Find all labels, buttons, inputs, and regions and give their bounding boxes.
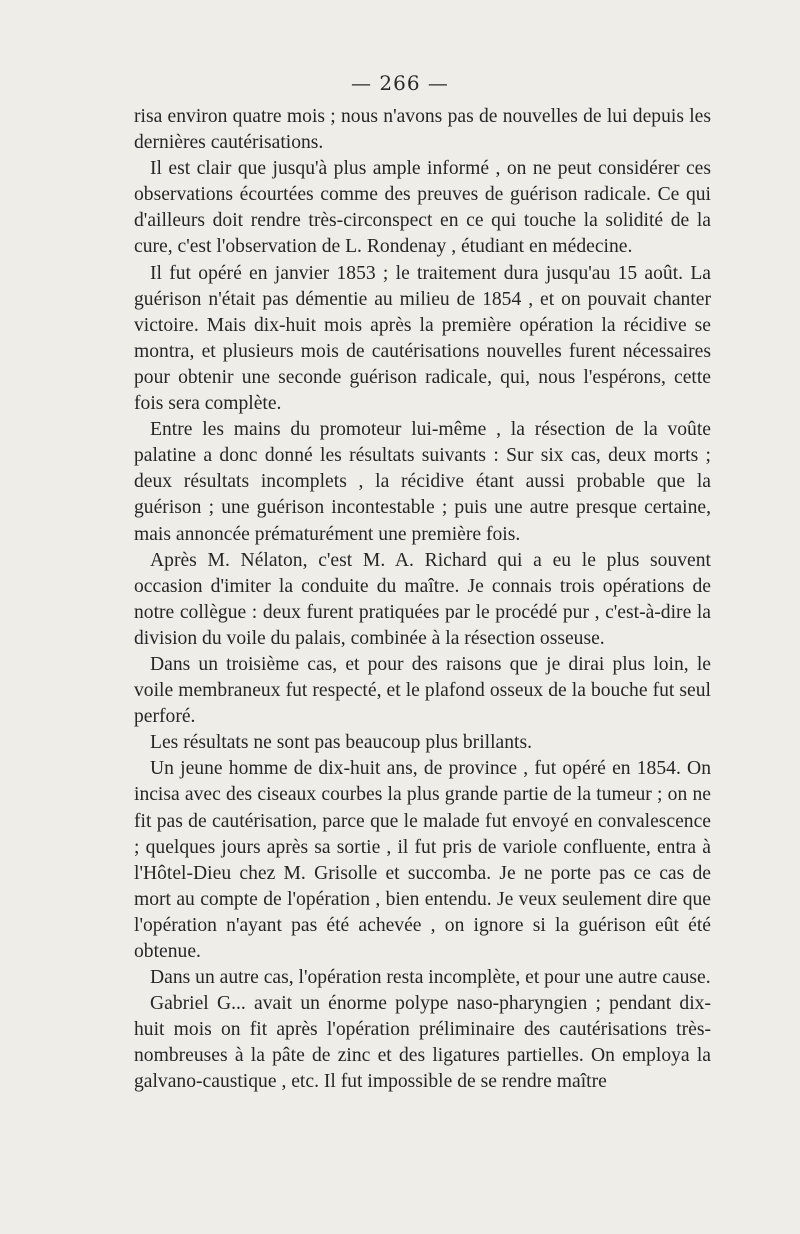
paragraph: Entre les mains du promoteur lui-même , la résection de la voûte palatine a donc donné les résultats suivants : Sur six cas, deux morts ; deux résultats incomplets , la récidive étant aussi probable que la guérison ; une guérison incontestable ; puis une autre presque certaine, mais annoncée prématurément une première fois.: [134, 419, 711, 545]
paragraph: Dans un troisième cas, et pour des raisons que je dirai plus loin, le voile membraneux fut respecté, et le plafond osseux de la bouche fut seul perforé.: [134, 653, 711, 728]
paragraph: Il est clair que jusqu'à plus ample informé , on ne peut considérer ces observations écourtées comme des preuves de guérison radicale. Ce qui d'ailleurs doit rendre très-circonspect en ce qui touche la solidité de la cure, c'est l'observation de L. Rondenay , étudiant en médecine.: [134, 158, 711, 258]
paragraph: risa environ quatre mois ; nous n'avons pas de nouvelles de lui depuis les dernières cautérisations.: [134, 106, 711, 154]
paragraph: Gabriel G... avait un énorme polype naso-pharyngien ; pendant dix-huit mois on fit après l'opération préliminaire des cautérisations très-nombreuses à la pâte de zinc et des ligatures partielles. On employa la galvano-caustique , etc. Il fut impossible de se rendre maître: [134, 993, 711, 1093]
paragraph: Après M. Nélaton, c'est M. A. Richard qui a eu le plus souvent occasion d'imiter la conduite du maître. Je connais trois opérations de notre collègue : deux furent pratiquées par le procédé pur , c'est-à-dire la division du voile du palais, combinée à la résection osseuse.: [134, 549, 711, 649]
paragraph: Un jeune homme de dix-huit ans, de province , fut opéré en 1854. On incisa avec des ciseaux courbes la plus grande partie de la tumeur ; on ne fit pas de cautérisation, parce que le malade fut envoyé en convalescence ; quelques jours après sa sortie , il fut pris de variole confluente, entra à l'Hôtel-Dieu chez M. Grisolle et succomba. Je ne porte pas ce cas de mort au compte de l'opération , bien entendu. Je veux seulement dire que l'opération n'ayant pas été achevée , on ignore si la guérison eût été obtenue.: [134, 758, 711, 962]
page-number: — 266 —: [351, 71, 449, 95]
paragraph: Dans un autre cas, l'opération resta incomplète, et pour une autre cause.: [150, 967, 711, 989]
paragraph: Il fut opéré en janvier 1853 ; le traitement dura jusqu'au 15 août. La guérison n'était pas démentie au milieu de 1854 , et on pouvait chanter victoire. Mais dix-huit mois après la première opération la récidive se montra, et plusieurs mois de cautérisations nouvelles furent nécessaires pour obtenir une seconde guérison radicale, qui, nous l'espérons, cette fois sera complète.: [134, 262, 711, 415]
paragraph: Les résultats ne sont pas beaucoup plus brillants.: [150, 732, 533, 754]
body-text: [134, 104, 711, 1096]
